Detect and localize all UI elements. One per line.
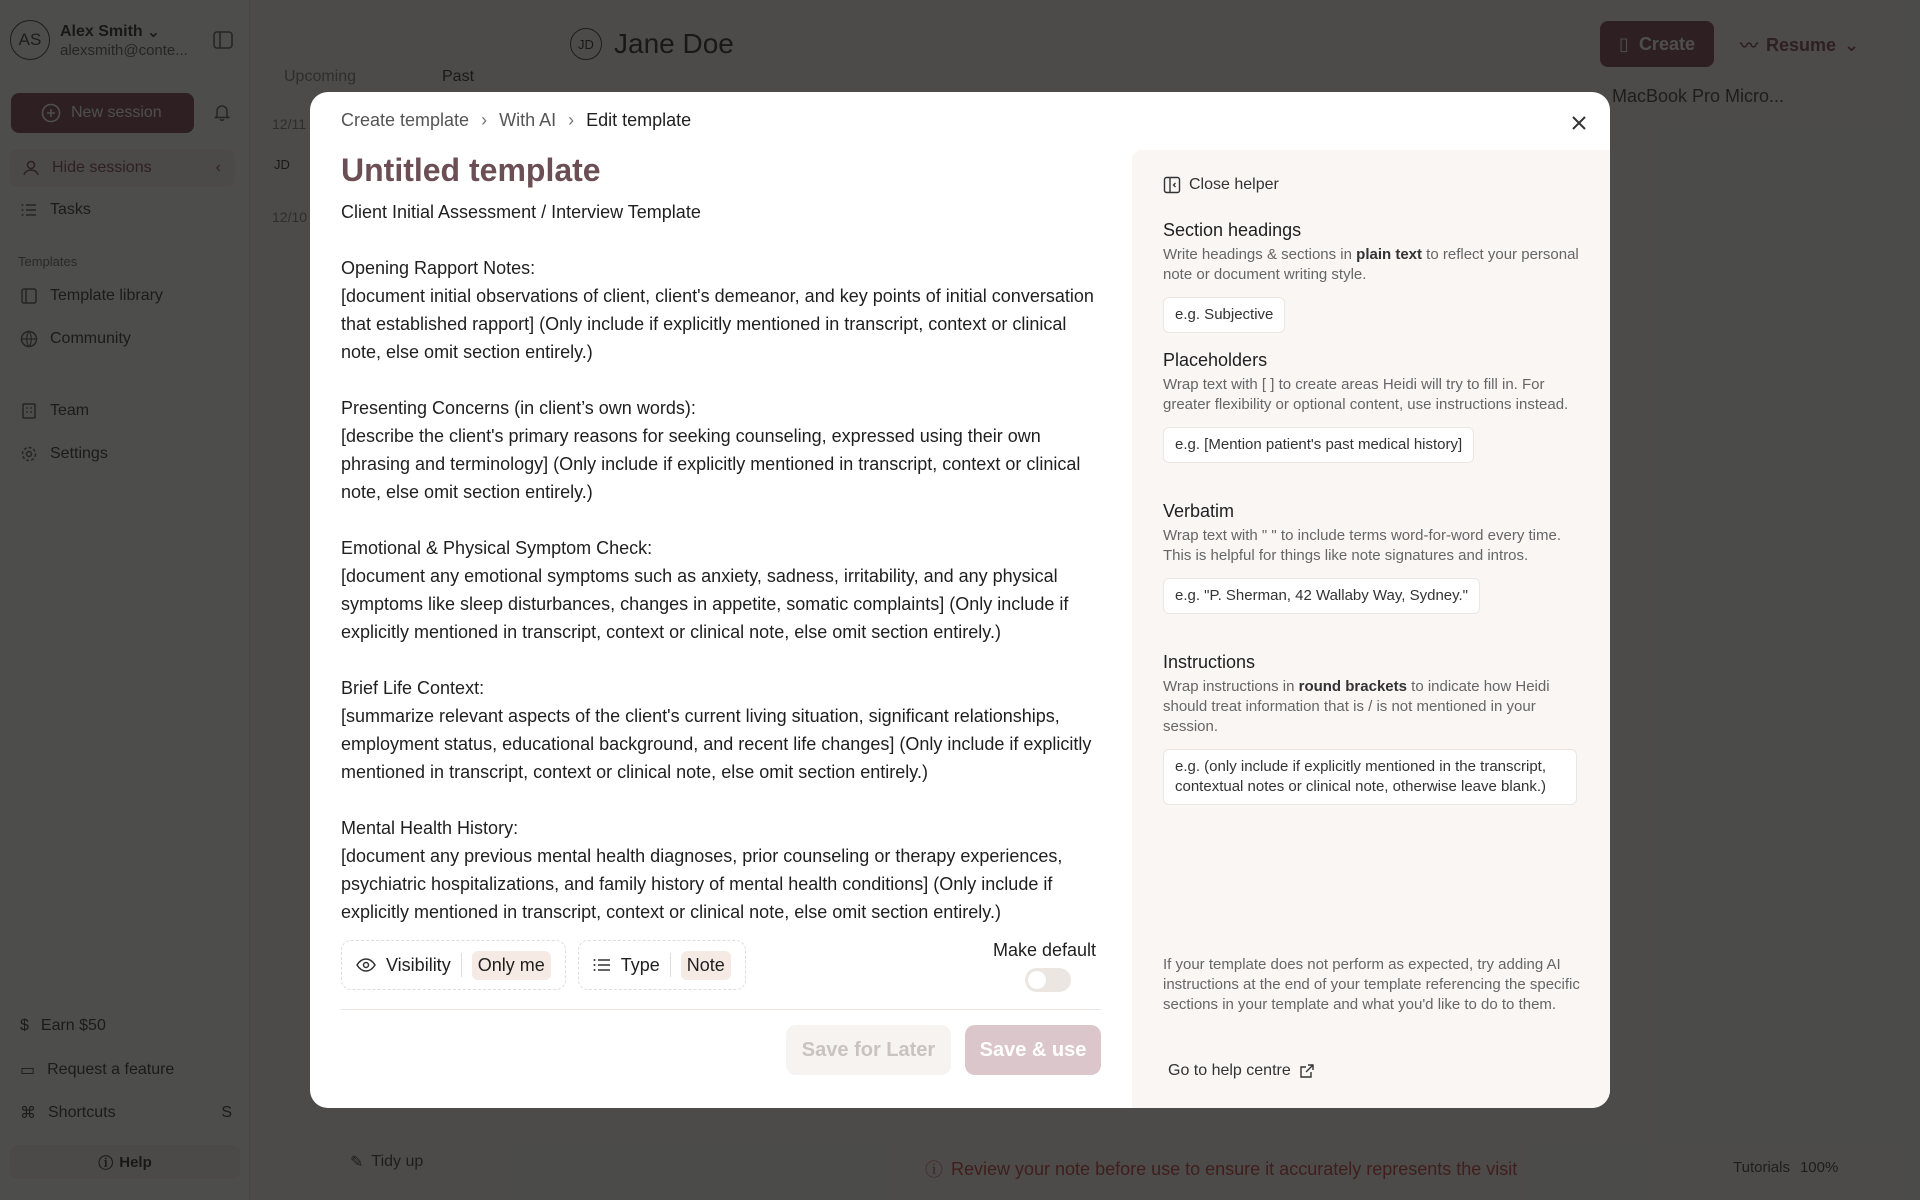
breadcrumb-with-ai[interactable]: With AI	[499, 110, 557, 130]
helper-footer-text: If your template does not perform as expected, try adding AI instructions at the end of your template referencing the specific sections in your template and what you'd like to do to them.	[1163, 956, 1580, 1013]
template-paragraph: Emotional & Physical Symptom Check: [document any emotional symptoms such as anxiety, sadness, irritability, and any physical symptoms like sleep disturbances, changes in appetite, somatic complaints] (Only include if explicitly mentioned in transcript, context or clinical note, else omit section entirely.)	[341, 538, 1069, 642]
helper-panel	[1132, 150, 1610, 1108]
helper-section-verbatim: Verbatim Wrap text with " " to include terms word-for-word every time. This is helpful for things like note signatures and intros. e.g. "P. Sherman, 42 Wallaby Way, Sydney."	[1163, 501, 1583, 614]
help-centre-link[interactable]: Go to help centre	[1168, 1062, 1315, 1080]
template-paragraph: Brief Life Context: [summarize relevant aspects of the client's current living situation, significant relationships, employment status, educational background, and recent life changes] (Only include if explicitly mentioned in transcript, context or clinical note, else omit section entirely.)	[341, 678, 1092, 782]
template-paragraph: Opening Rapport Notes: [document initial observations of client, client's demeanor, and key points of initial conversation that established rapport] (Only include if explicitly mentioned in transcript, context or clinical note, else omit section entirely.)	[341, 258, 1094, 362]
edit-template-modal	[310, 92, 1610, 1108]
make-default-toggle[interactable]	[1025, 968, 1071, 992]
close-icon[interactable]	[1570, 114, 1588, 132]
list-icon	[593, 958, 611, 972]
close-helper-button[interactable]: Close helper	[1163, 176, 1279, 194]
helper-section-instructions: Instructions Wrap instructions in round brackets to indicate how Heidi should treat information that is / is not mentioned in your session. e.g. (only include if explicitly mentioned in the transcript, contextual notes or clinical note, otherwise leave blank.)	[1163, 652, 1583, 805]
visibility-value: Only me	[472, 951, 551, 980]
breadcrumb-create-template[interactable]: Create template	[341, 110, 470, 130]
helper-example: e.g. Subjective	[1163, 297, 1285, 333]
save-and-use-button[interactable]: Save & use	[965, 1025, 1101, 1075]
template-paragraph: Client Initial Assessment / Interview Template	[341, 202, 701, 222]
external-link-icon	[1299, 1063, 1315, 1079]
chevron-right-icon: ›	[481, 110, 488, 130]
breadcrumb	[341, 110, 691, 131]
divider	[341, 1009, 1101, 1010]
save-for-later-button[interactable]: Save for Later	[786, 1025, 951, 1075]
type-value: Note	[681, 951, 731, 980]
template-paragraph: Presenting Concerns (in client’s own words): [describe the client's primary reasons for seeking counseling, expressed using their own phrasing and terminology] (Only include if explicitly mentioned in transcript, context or clinical note, else omit section entirely.)	[341, 398, 1081, 502]
type-selector[interactable]: Type Note	[578, 940, 746, 990]
make-default-label: Make default	[993, 940, 1097, 960]
helper-section-placeholders: Placeholders Wrap text with [ ] to create areas Heidi will try to fill in. For greater flexibility or optional content, use instructions instead. e.g. [Mention patient's past medical history]	[1163, 350, 1583, 463]
template-editor[interactable]	[341, 198, 1101, 1018]
helper-section-headings: Section headings Write headings & sections in plain text to reflect your personal note or document writing style. e.g. Subjective	[1163, 220, 1583, 333]
eye-icon	[356, 958, 376, 972]
helper-example: e.g. [Mention patient's past medical history]	[1163, 427, 1474, 463]
chevron-right-icon: ›	[568, 110, 575, 130]
visibility-selector[interactable]: Visibility Only me	[341, 940, 566, 990]
template-paragraph: Mental Health History: [document any previous mental health diagnoses, prior counseling or therapy experiences, psychiatric hospitalizations, and family history of mental health conditions] (Only include if explicitly mentioned in transcript, context or clinical note, else omit section entirely.)	[341, 818, 1063, 922]
helper-example: e.g. (only include if explicitly mentioned in the transcript, contextual notes or clinical note, otherwise leave blank.)	[1163, 749, 1577, 805]
helper-example: e.g. "P. Sherman, 42 Wallaby Way, Sydney."	[1163, 578, 1480, 614]
template-title-input[interactable]: Untitled template	[341, 152, 601, 188]
template-meta-row	[341, 940, 746, 990]
panel-icon	[1163, 176, 1181, 194]
breadcrumb-edit-template: Edit template	[586, 110, 692, 130]
